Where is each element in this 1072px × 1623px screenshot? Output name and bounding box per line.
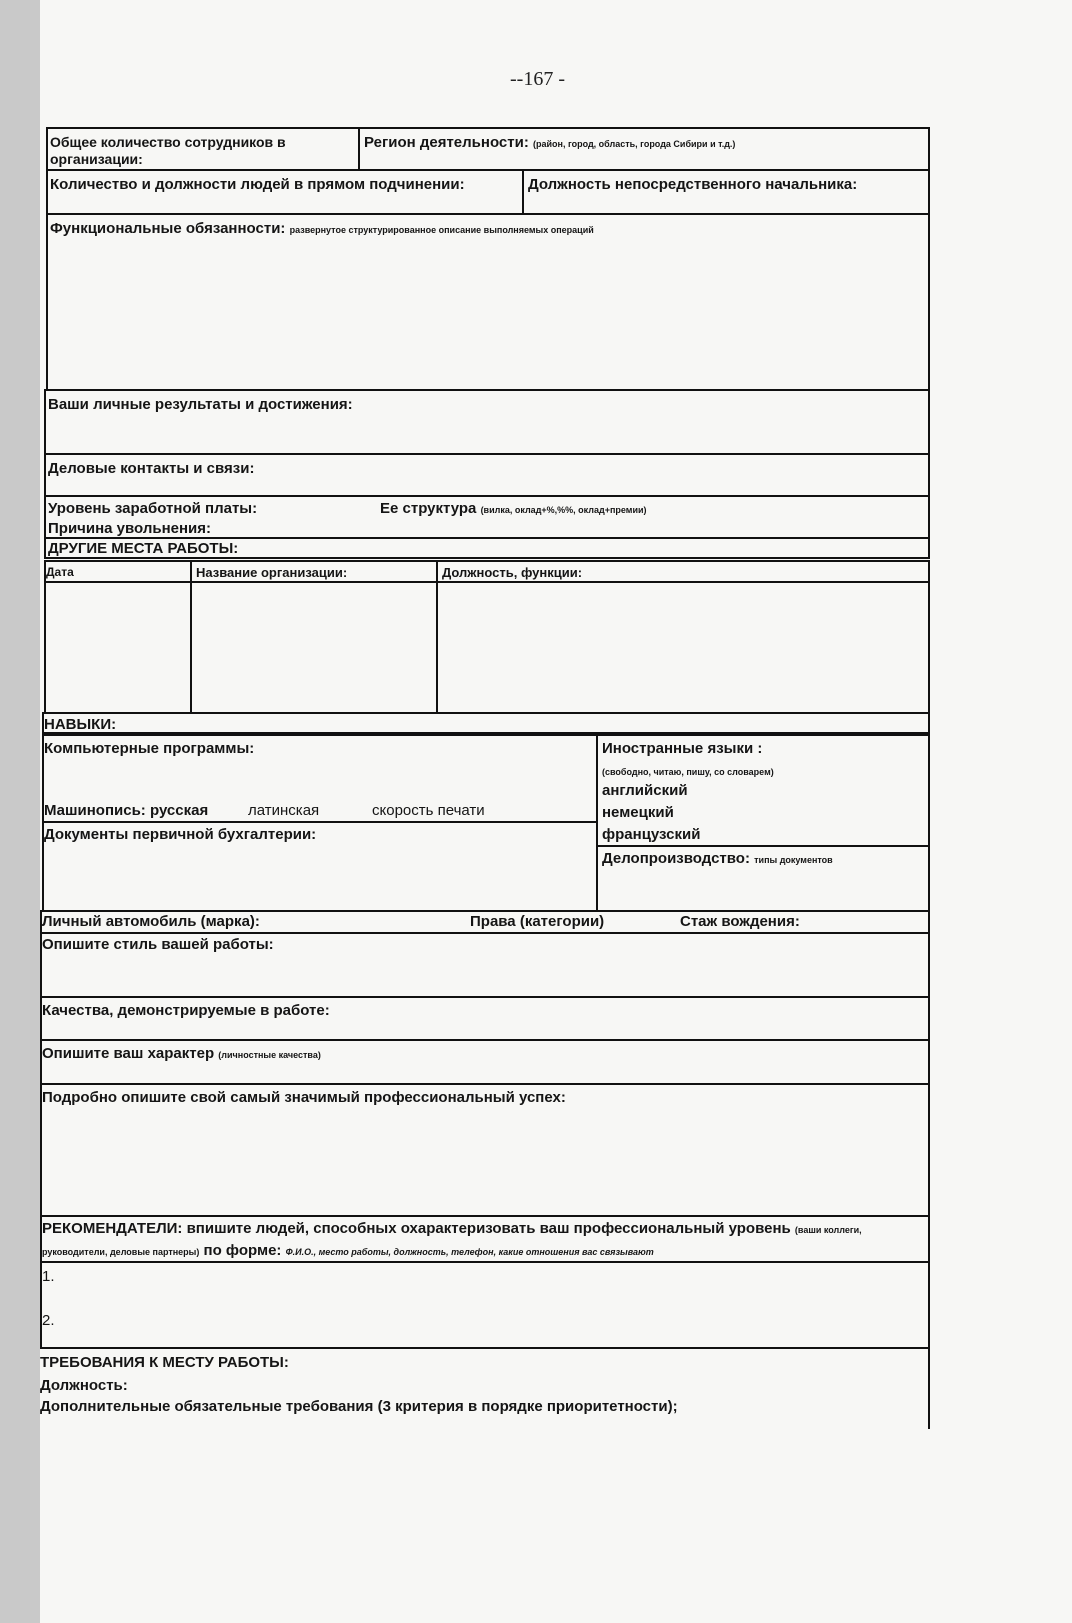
driving-experience-label[interactable]: Стаж вождения: [680, 913, 800, 930]
staff-count-label: Общее количество сотрудников в организации: [50, 134, 286, 167]
languages-hint: (свободно, читаю, пишу, со словарем) [602, 767, 774, 777]
success-label: Подробно опишите свой самый значимый профессиональный успех: [42, 1089, 566, 1106]
extra-requirements-label[interactable] [40, 1398, 678, 1415]
referees-form-line [42, 1242, 654, 1261]
duties-label-text: Функциональные обязанности: [50, 220, 286, 237]
jobs-cell-organization[interactable] [194, 584, 434, 712]
skills-block [42, 734, 930, 912]
jobs-cell-position[interactable] [440, 584, 928, 712]
license-label[interactable]: Права (категории) [470, 913, 605, 930]
region-hint: (район, город, область, города Сибири и т.д.) [533, 139, 736, 149]
referees-list [40, 1261, 930, 1349]
jobs-column-organization: Название организации: [196, 565, 348, 580]
referee-1[interactable]: 1. [42, 1268, 55, 1285]
divider [358, 127, 360, 169]
divider [522, 169, 524, 215]
region-label [364, 134, 735, 153]
salary-structure-text: Ее структура [380, 500, 477, 517]
character-hint: (личностные качества) [218, 1050, 321, 1060]
divider [596, 845, 930, 847]
divider [44, 581, 930, 583]
office-work-hint: типы документов [754, 855, 833, 865]
skills-heading-row [42, 712, 930, 734]
character-label [42, 1045, 321, 1064]
divider [42, 821, 596, 823]
office-work-text: Делопроизводство: [602, 850, 750, 867]
duties-field[interactable] [46, 213, 930, 391]
referees-text: впишите людей, способных охарактеризовать ваш профессиональный уровень [186, 1220, 791, 1237]
manager-position-label: Должность непосредственного начальника: [528, 176, 858, 193]
office-work-label[interactable] [602, 850, 833, 869]
duties-label [50, 220, 594, 239]
language-english[interactable]: английский [602, 782, 688, 799]
jobs-cell-date[interactable] [46, 584, 188, 712]
language-german[interactable]: немецкий [602, 804, 674, 821]
document-page [40, 0, 1072, 1623]
other-jobs-heading: ДРУГИЕ МЕСТА РАБОТЫ: [48, 540, 239, 557]
region-label-text: Регион деятельности: [364, 134, 529, 151]
extra-requirements-text: Дополнительные обязательные требования [40, 1398, 374, 1415]
jobs-column-date: Дата [46, 565, 74, 579]
divider [40, 1347, 930, 1349]
typing-speed-label[interactable]: скорость печати [372, 802, 485, 819]
results-label: Ваши личные результаты и достижения: [48, 396, 353, 413]
typing-latin-label[interactable]: латинская [248, 802, 320, 819]
skills-heading: НАВЫКИ: [44, 716, 117, 733]
referee-2[interactable]: 2. [42, 1312, 55, 1329]
work-style-label: Опишите стиль вашей работы: [42, 936, 274, 953]
scan-margin [0, 0, 40, 1623]
salary-structure-label[interactable] [380, 500, 647, 519]
referees-form-hint: Ф.И.О., место работы, должность, телефон, какие отношения вас связывают [285, 1247, 654, 1257]
referees-instructions [42, 1220, 862, 1239]
referees-hint-a: (ваши коллеги, [794, 1225, 862, 1235]
contacts-label: Деловые контакты и связи: [48, 460, 255, 477]
extra-requirements-hint: (3 критерия в порядке приоритетности); [377, 1398, 678, 1415]
jobs-column-position: Должность, функции: [442, 565, 583, 580]
language-french[interactable]: французский [602, 826, 701, 843]
referees-heading: РЕКОМЕНДАТЕЛИ: [42, 1220, 183, 1237]
character-label-text: Опишите ваш характер [42, 1045, 215, 1062]
divider [46, 169, 930, 171]
divider [436, 560, 438, 714]
divider [928, 1347, 930, 1429]
job-requirements-heading: ТРЕБОВАНИЯ К МЕСТУ РАБОТЫ: [40, 1354, 289, 1371]
leave-reason-label[interactable]: Причина увольнения: [48, 520, 212, 537]
car-label[interactable]: Личный автомобиль (марка): [42, 913, 260, 930]
page-number: --167 - [510, 68, 565, 90]
referees-form: по форме: [203, 1242, 282, 1259]
position-label[interactable]: Должность: [40, 1377, 128, 1394]
salary-label[interactable]: Уровень заработной платы: [48, 500, 258, 517]
divider [596, 734, 598, 912]
qualities-label: Качества, демонстрируемые в работе: [42, 1002, 330, 1019]
duties-hint: развернутое структурированное описание выполняемых операций [289, 225, 594, 235]
divider [190, 560, 192, 714]
salary-structure-hint: (вилка, оклад+%,%%, оклад+премии) [480, 505, 647, 515]
languages-label: Иностранные языки : [602, 740, 763, 757]
computer-programs-label[interactable]: Компьютерные программы: [44, 740, 255, 757]
referees-hint-b: руководители, деловые партнеры) [42, 1247, 200, 1257]
typing-russian-label[interactable]: Машинопись: русская [44, 802, 209, 819]
accounting-docs-label[interactable]: Документы первичной бухгалтерии: [44, 826, 317, 843]
subordinates-label: Количество и должности людей в прямом подчинении: [50, 176, 465, 193]
